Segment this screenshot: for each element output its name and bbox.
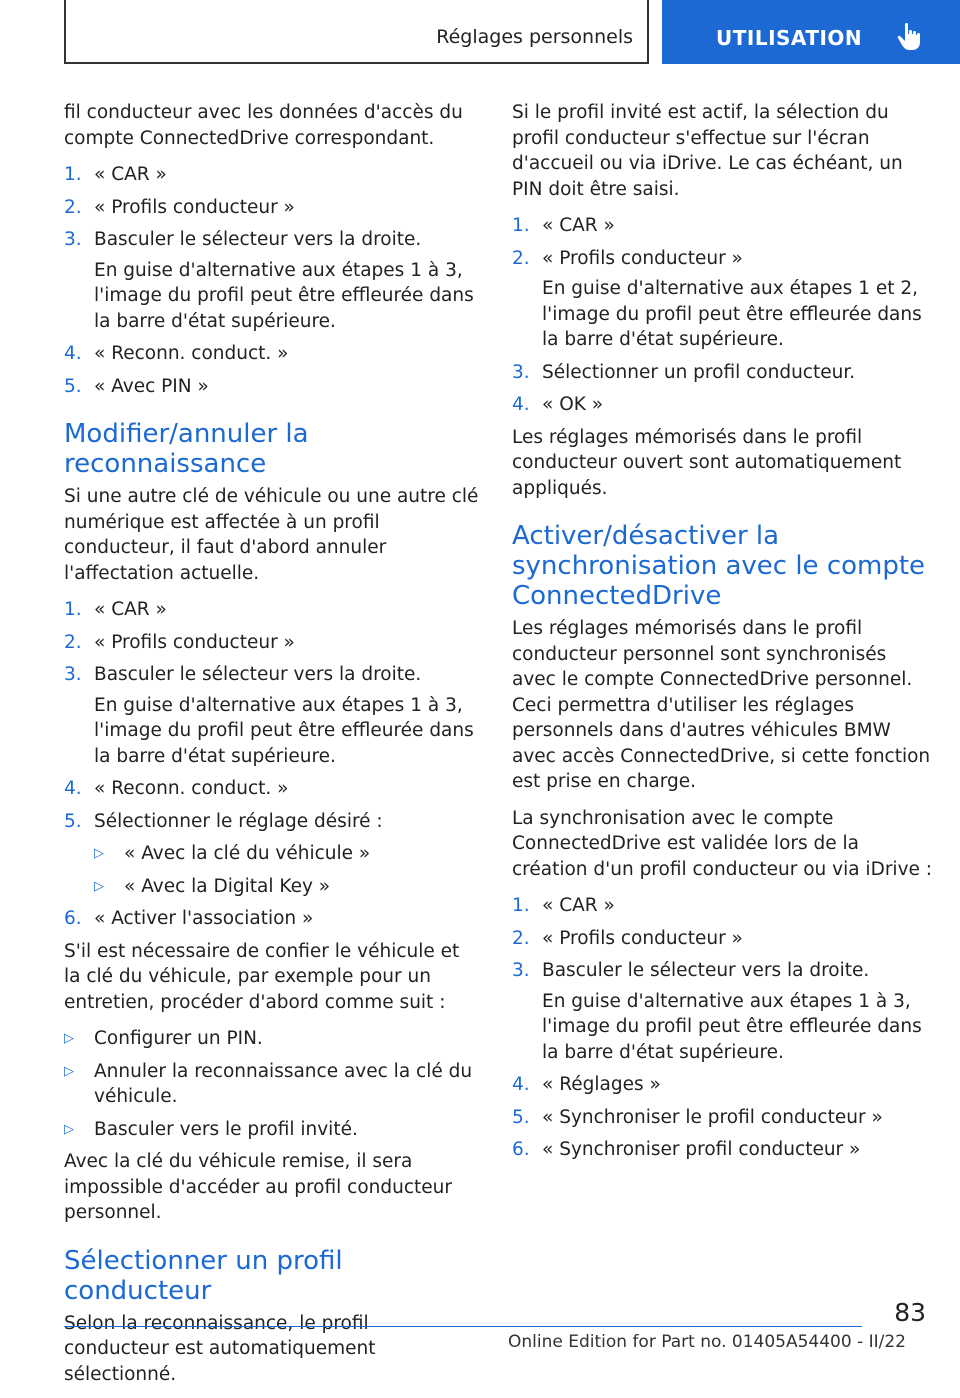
bullet-item bbox=[64, 1117, 479, 1143]
list-item bbox=[512, 926, 932, 952]
step-text: « CAR » bbox=[542, 215, 615, 236]
step-text: « Activer l'association » bbox=[94, 908, 314, 929]
list-item bbox=[512, 1072, 932, 1098]
step-text: « Reconn. conduct. » bbox=[94, 778, 289, 799]
sub-bullet-item bbox=[64, 874, 479, 900]
bullet-item bbox=[64, 1026, 479, 1052]
step-text: « Reconn. conduct. » bbox=[94, 343, 289, 364]
triangle-bullet-icon: ▷ bbox=[94, 846, 104, 861]
list-item bbox=[64, 630, 479, 656]
step-number: 3. bbox=[512, 361, 530, 383]
applied-paragraph: Les réglages mémorisés dans le profil conducteur ouvert sont automatiquement appliqués. bbox=[512, 426, 902, 499]
step-number: 2. bbox=[512, 927, 530, 949]
step-number: 5. bbox=[64, 375, 82, 397]
list-item bbox=[64, 809, 479, 835]
step-number: 3. bbox=[512, 960, 530, 981]
page-number: 83 bbox=[894, 1298, 926, 1327]
step-number: 5. bbox=[64, 810, 82, 832]
header-subsection: Réglages personnels bbox=[436, 26, 633, 48]
bullet-text: Basculer vers le profil invité. bbox=[94, 1118, 358, 1140]
step-text: « Réglages » bbox=[542, 1074, 661, 1095]
list-item bbox=[64, 341, 479, 367]
step-text: « CAR » bbox=[542, 895, 615, 916]
list-item bbox=[64, 374, 479, 400]
confier-paragraph: S'il est nécessaire de confier le véhicule et la clé du véhicule, par exemple pour un entretien, procéder d'abord comme suit : bbox=[64, 940, 460, 1013]
step-text: « Synchroniser profil conducteur » bbox=[542, 1139, 861, 1160]
bullet-item bbox=[64, 1059, 479, 1110]
step-number: 4. bbox=[64, 343, 82, 364]
footer-edition: Online Edition for Part no. 01405A54400 - II/22 bbox=[507, 1332, 906, 1352]
key-paragraph: Avec la clé du véhicule remise, il sera impossible d'accéder au profil conducteur personnel. bbox=[64, 1151, 452, 1223]
step-text: « CAR » bbox=[94, 164, 167, 185]
step-text: « Profils conducteur » bbox=[542, 247, 743, 269]
intro-paragraph: fil conducteur avec les données d'accès du compte ConnectedDrive correspondant. bbox=[64, 102, 463, 149]
list-item bbox=[64, 662, 479, 688]
bullet-text: « Avec la Digital Key » bbox=[124, 875, 331, 897]
right-column bbox=[512, 100, 932, 1170]
step-text: « CAR » bbox=[94, 599, 167, 620]
list-item bbox=[512, 1137, 932, 1163]
left-column bbox=[64, 100, 479, 1398]
bullet-text: Annuler la reconnaissance avec la clé du véhicule. bbox=[94, 1060, 473, 1107]
heading-modify-recognition: Modifier/annuler la reconnaissance bbox=[64, 419, 309, 479]
step-text: « Profils conducteur » bbox=[94, 631, 295, 653]
header-section-title: UTILISATION bbox=[716, 26, 863, 50]
step-text: Basculer le sélecteur vers la droite. bbox=[542, 960, 870, 981]
step-number: 6. bbox=[512, 1139, 530, 1160]
list-item bbox=[512, 893, 932, 919]
step-number: 2. bbox=[64, 196, 82, 218]
modify-paragraph: Si une autre clé de véhicule ou une autre clé numérique est affectée à un profil conducteur, il faut d'abord annuler l'affectation actuelle. bbox=[64, 486, 479, 584]
step-number: 4. bbox=[512, 1074, 530, 1095]
list-item bbox=[512, 1105, 932, 1131]
triangle-bullet-icon: ▷ bbox=[64, 1063, 74, 1079]
sync-paragraph-1: Les réglages mémorisés dans le profil conducteur personnel sont synchronisés avec le compte ConnectedDrive personnel. Ceci permettra d'utiliser les réglages personnels dans d'autres véhicules BMW avec accès ConnectedDrive, si cette fonction est prise en charge. bbox=[512, 618, 931, 792]
sub-bullet-item bbox=[64, 841, 479, 867]
step-number: 4. bbox=[512, 394, 530, 415]
step-text: Basculer le sélecteur vers la droite. bbox=[94, 229, 422, 250]
triangle-bullet-icon: ▷ bbox=[64, 1031, 74, 1046]
guest-paragraph: Si le profil invité est actif, la sélection du profil conducteur s'effectue sur l'écran d'accueil ou via iDrive. Le cas échéant, un PIN doit être saisi. bbox=[512, 102, 903, 200]
list-item bbox=[64, 906, 479, 932]
step-note: En guise d'alternative aux étapes 1 et 2, l'image du profil peut être effleurée dans la barre d'état supérieure. bbox=[542, 278, 922, 350]
step-number: 1. bbox=[64, 164, 82, 185]
step-text: « Profils conducteur » bbox=[542, 927, 743, 949]
bullet-text: « Avec la clé du véhicule » bbox=[124, 843, 371, 864]
step-number: 4. bbox=[64, 778, 82, 799]
step-number: 5. bbox=[512, 1106, 530, 1128]
bullet-text: Configurer un PIN. bbox=[94, 1028, 263, 1049]
heading-select-profile: Sélectionner un profil conducteur bbox=[64, 1245, 343, 1306]
bullet-list bbox=[64, 1026, 479, 1142]
step-text: « Avec PIN » bbox=[94, 375, 209, 397]
steps-list-d bbox=[512, 893, 932, 1163]
steps-list-b bbox=[64, 597, 479, 932]
step-number: 1. bbox=[64, 599, 82, 620]
list-item bbox=[512, 246, 932, 272]
step-text: Sélectionner un profil conducteur. bbox=[542, 361, 856, 383]
list-item bbox=[512, 213, 932, 239]
step-text: « Synchroniser le profil conducteur » bbox=[542, 1106, 883, 1128]
list-item bbox=[64, 162, 479, 188]
triangle-bullet-icon: ▷ bbox=[94, 878, 104, 894]
list-item bbox=[64, 195, 479, 221]
list-item bbox=[512, 958, 932, 984]
step-number: 2. bbox=[64, 631, 82, 653]
step-note: En guise d'alternative aux étapes 1 à 3, l'image du profil peut être effleurée dans la barre d'état supérieure. bbox=[94, 694, 474, 767]
select-paragraph: Selon la reconnaissance, le profil conducteur est automatiquement sélectionné. bbox=[64, 1312, 376, 1385]
list-item bbox=[64, 227, 479, 253]
step-text: « Profils conducteur » bbox=[94, 196, 295, 218]
step-text: Basculer le sélecteur vers la droite. bbox=[94, 664, 422, 685]
step-number: 1. bbox=[512, 895, 530, 916]
steps-list-c bbox=[512, 213, 932, 418]
step-number: 2. bbox=[512, 247, 530, 269]
step-note: En guise d'alternative aux étapes 1 à 3, l'image du profil peut être effleurée dans la barre d'état supérieure. bbox=[542, 990, 922, 1063]
step-number: 3. bbox=[64, 229, 82, 250]
step-number: 1. bbox=[512, 215, 530, 236]
step-note: En guise d'alternative aux étapes 1 à 3, l'image du profil peut être effleurée dans la barre d'état supérieure. bbox=[94, 259, 474, 332]
step-number: 6. bbox=[64, 908, 82, 929]
step-number: 3. bbox=[64, 664, 82, 685]
pointing-hand-icon bbox=[896, 22, 922, 52]
step-text: Sélectionner le réglage désiré : bbox=[94, 810, 383, 832]
list-item bbox=[512, 360, 932, 386]
steps-list-a bbox=[64, 162, 479, 399]
heading-sync: Activer/désactiver la synchronisation avec le compte ConnectedDrive bbox=[512, 521, 926, 611]
step-text: « OK » bbox=[542, 394, 604, 415]
header-subsection-box bbox=[64, 0, 649, 64]
header-section-tab bbox=[662, 0, 960, 64]
list-item bbox=[512, 392, 932, 418]
list-item bbox=[64, 776, 479, 802]
triangle-bullet-icon: ▷ bbox=[64, 1121, 74, 1137]
list-item bbox=[64, 597, 479, 623]
footer-divider bbox=[64, 1326, 862, 1327]
sync-paragraph-2: La synchronisation avec le compte ConnectedDrive est validée lors de la création d'un profil conducteur ou via iDrive : bbox=[512, 807, 933, 880]
